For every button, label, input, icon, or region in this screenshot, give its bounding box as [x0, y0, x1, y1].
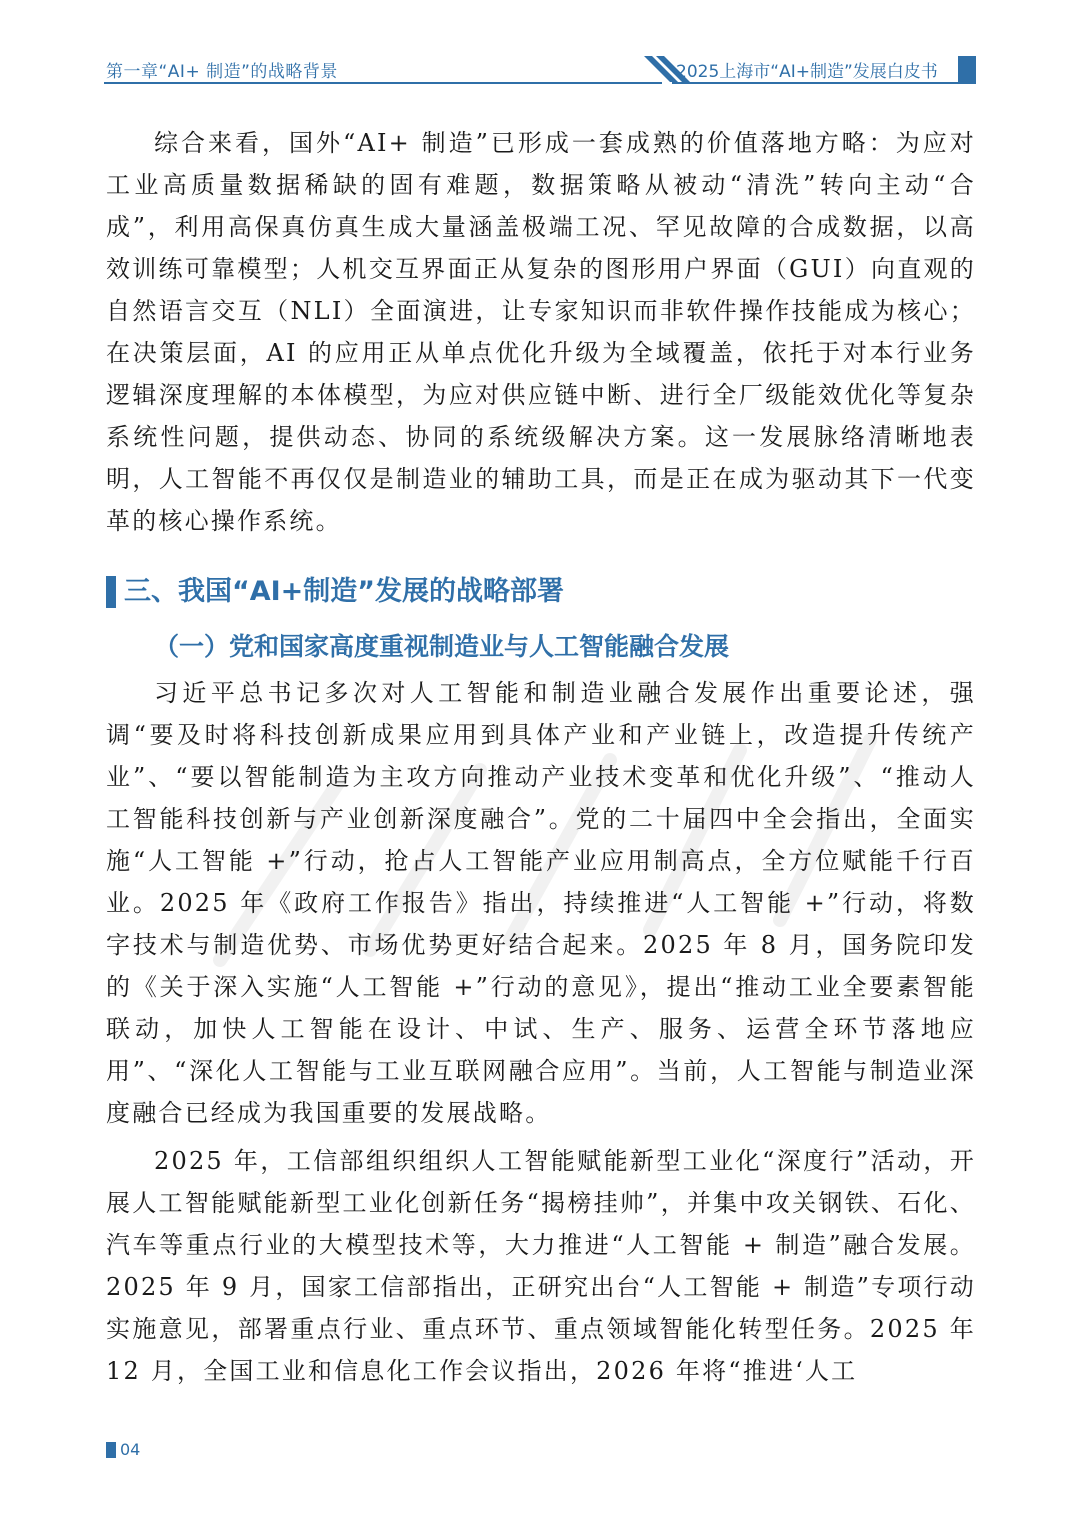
chapter-title: 第一章“AI+ 制造”的战略背景	[106, 62, 338, 82]
header-tab-marker	[958, 56, 976, 84]
section-heading-text: 三、我国“AI+制造”发展的战略部署	[124, 576, 565, 607]
book-title: 2025上海市“AI+制造”发展白皮书	[676, 62, 938, 82]
page-number: 04	[120, 1440, 141, 1459]
paragraph-miit: 2025 年，工信部组织组织人工智能赋能新型工业化“深度行”活动，开展人工智能赋能新型工业化创新任务“揭榜挂帅”，并集中攻关钢铁、石化、汽车等重点行业的大模型技术等，大力推进“人工智能 + 制造”融合发展。2025 年 9 月，国家工信部指出，正研究出台“人工智能 + 制造”专项行动实施意见，部署重点行业、重点环节、重点领域智能化转型任务。2025 年 12 月，全国工业和信息化工作会议指出，2026 年将“推进‘人工	[106, 1147, 976, 1385]
footer-marker	[106, 1442, 116, 1458]
header-divider-right	[672, 82, 976, 84]
page-body	[106, 120, 976, 1392]
paragraph-summary: 综合来看，国外“AI+ 制造”已形成一套成熟的价值落地方略：为应对工业高质量数据稀缺的固有难题，数据策略从被动“清洗”转向主动“合成”，利用高保真仿真生成大量涵盖极端工况、罕见故障的合成数据，以高效训练可靠模型；人机交互界面正从复杂的图形用户界面（GUI）向直观的自然语言交互（NLI）全面演进，让专家知识而非软件操作技能成为核心；在决策层面，AI 的应用正从单点优化升级为全域覆盖，依托于对本行业务逻辑深度理解的本体模型，为应对供应链中断、进行全厂级能效优化等复杂系统性问题，提供动态、协同的系统级解决方案。这一发展脉络清晰地表明，人工智能不再仅仅是制造业的辅助工具，而是正在成为驱动其下一代变革的核心操作系统。	[106, 129, 976, 535]
subsection-heading: （一）党和国家高度重视制造业与人工智能融合发展	[154, 632, 730, 661]
paragraph-policy: 习近平总书记多次对人工智能和制造业融合发展作出重要论述，强调“要及时将科技创新成果应用到具体产业和产业链上，改造提升传统产业”、“要以智能制造为主攻方向推动产业技术变革和优化升级”、“推动人工智能科技创新与产业创新深度融合”。党的二十届四中全会指出，全面实施“人工智能 +”行动，抢占人工智能产业应用制高点，全方位赋能千行百业。2025 年《政府工作报告》指出，持续推进“人工智能 +”行动，将数字技术与制造优势、市场优势更好结合起来。2025 年 8 月，国务院印发的《关于深入实施“人工智能 +”行动的意见》，提出“推动工业全要素智能联动，加快人工智能在设计、中试、生产、服务、运营全环节落地应用”、“深化人工智能与工业互联网融合应用”。当前，人工智能与制造业深度融合已经成为我国重要的发展战略。	[106, 679, 976, 1127]
page-header	[0, 0, 1080, 90]
header-divider-left	[104, 82, 662, 84]
section-bar-marker	[106, 576, 116, 608]
section-heading	[106, 572, 976, 612]
